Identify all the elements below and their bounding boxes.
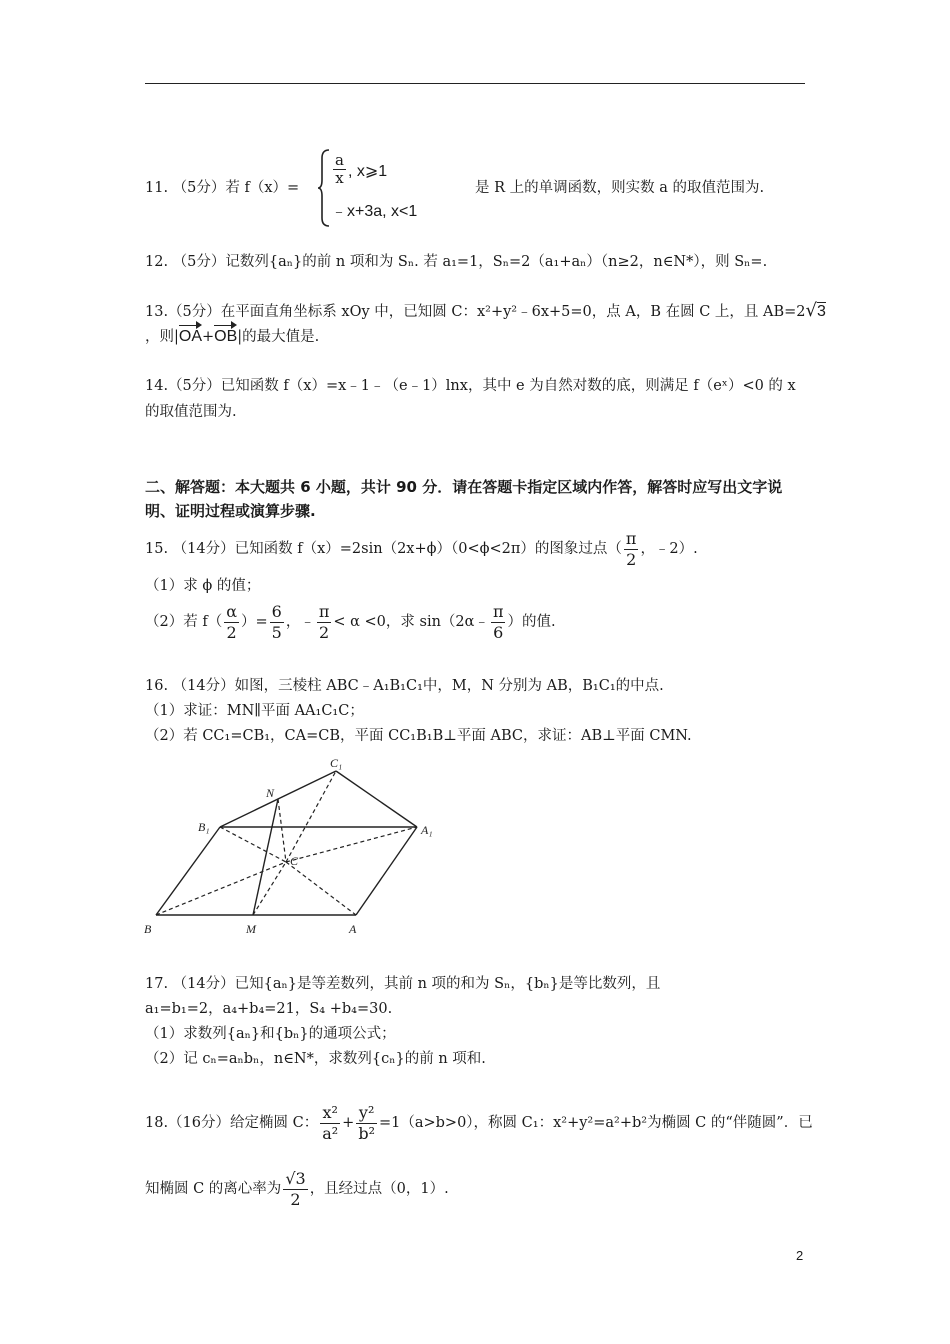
dashed-c-a: [286, 862, 356, 915]
header-rule: [145, 83, 805, 84]
label-b: B: [144, 922, 152, 936]
sqrt-icon: √: [805, 300, 818, 321]
q13-line2-post: |的最大值是.: [237, 329, 320, 345]
q11-fraction: [333, 152, 346, 187]
q18-pre: 18.（16分）给定椭圆 C：: [145, 1115, 319, 1131]
page-number: 2: [796, 1248, 804, 1263]
q15-pi6-num: π: [492, 601, 504, 621]
q15-sub2-pre: （2）若 f（: [145, 614, 223, 630]
q18-x-den: a²: [322, 1123, 339, 1143]
q15-frac: [624, 529, 639, 570]
q11-piece2: ﹣x+3a, x<1: [331, 203, 418, 220]
q18-y-den: b²: [358, 1123, 375, 1143]
q11-frac-den: x: [335, 169, 344, 187]
q18-frac-y: [356, 1103, 377, 1144]
q18-e-num: √3: [285, 1168, 306, 1188]
q15-frac-value: [270, 602, 284, 643]
q15-frac-alpha: [224, 602, 239, 643]
question-18-line1: [145, 1102, 813, 1144]
q15-pi6-den: 6: [493, 622, 504, 642]
dashed-b1-c: [220, 827, 286, 862]
section-2-heading-line1: 二、解答题：本大题共 6 小题，共计 90 分．请在答题卡指定区域内作答，解答时应写出文字说: [145, 478, 783, 496]
q18-x-num: x²: [320, 1103, 340, 1124]
q15-end: ）的值.: [507, 614, 556, 630]
dashed-c-c1: [286, 771, 336, 862]
q15-pre: 15. （14分）已知函数 f（x）=2sin（2x+ϕ）（0<ϕ<2π）的图象过点（: [145, 541, 622, 557]
label-b1: B₁: [198, 820, 210, 834]
edge-a-a1: [356, 827, 417, 915]
q15-alpha-num: α: [226, 601, 238, 621]
q11-prefix: 11. （5分）若 f（x）=: [145, 180, 300, 196]
q13-line1: 13.（5分）在平面直角坐标系 xOy 中，已知圆 C：x²+y²﹣6x+5=0，点 A，B 在圆 C 上，且 AB=2: [145, 304, 806, 320]
q18-frac-e: [283, 1169, 307, 1210]
question-14-line1: 14.（5分）已知函数 f（x）=x﹣1﹣（e﹣1）lnx，其中 e 为自然对数的底，则满足 f（eˣ）<0 的 x: [145, 378, 796, 394]
q18-line2-post: ，且经过点（0，1）.: [309, 1181, 449, 1197]
q18-post: =1（a>b>0），称圆 C₁：x²+y²=a²+b²为椭圆 C 的“伴随圆”．已: [378, 1115, 813, 1131]
q15-mid3: < α <0，求 sin（2α﹣: [333, 614, 489, 630]
q11-suffix: 是 R 上的单调函数，则实数 a 的取值范围为.: [475, 180, 765, 196]
q17-sub1: （1）求数列{aₙ}和{bₙ}的通项公式；: [145, 1026, 396, 1042]
question-18-line2: [145, 1168, 449, 1210]
q18-frac-x: [320, 1103, 340, 1144]
label-c: C: [290, 854, 299, 868]
left-brace-icon: [317, 148, 331, 228]
q15-frac-num: π: [625, 528, 637, 548]
q15-frac-den: 2: [626, 549, 637, 569]
q18-line2-pre: 知椭圆 C 的离心率为: [145, 1181, 282, 1197]
label-n: N: [266, 786, 275, 800]
question-14-line2: 的取值范围为.: [145, 404, 237, 420]
q15-value-den: 5: [271, 622, 282, 642]
q15-frac-pi6: [491, 602, 506, 643]
dashed-c-a1: [286, 827, 417, 862]
section-2-heading-line2: 明、证明过程或演算步骤.: [145, 502, 316, 520]
question-12: 12. （5分）记数列{aₙ}的前 n 项和为 Sₙ. 若 a₁=1，Sₙ=2（a₁+aₙ）（n≥2，n∈N*），则 Sₙ=.: [145, 254, 768, 270]
question-15: [145, 528, 698, 570]
q15-mid2: ，﹣: [285, 614, 315, 630]
q15-sub1: （1）求 ϕ 的值；: [145, 578, 261, 594]
vector-oa: OA: [178, 328, 203, 345]
q15-pi2-den: 2: [319, 622, 330, 642]
question-13-line2: [145, 327, 319, 347]
q18-y-num: y²: [356, 1103, 377, 1124]
q13-line2-pre: ，则|: [145, 329, 179, 345]
q15-value-num: 6: [271, 601, 282, 621]
question-17-line1: 17. （14分）已知{aₙ}是等差数列，其前 n 项的和为 Sₙ，{bₙ}是等比数列，且: [145, 976, 661, 992]
q16-sub1: （1）求证：MN∥平面 AA₁C₁C；: [145, 703, 364, 719]
q15-mid1: ）=: [241, 614, 268, 630]
edge-c1-a1: [336, 771, 417, 827]
vector-ob: OB: [214, 328, 238, 345]
q15-post: ，﹣2）.: [640, 541, 698, 557]
q16-sub2: （2）若 CC₁=CB₁，CA=CB，平面 CC₁B₁B⊥平面 ABC，求证：AB⊥平面 CMN.: [145, 728, 692, 744]
edge-b-b1: [156, 827, 220, 915]
dashed-n-c: [278, 799, 286, 862]
q11-frac-num: a: [335, 151, 344, 169]
q15-pi2-num: π: [318, 601, 330, 621]
q13-sqrt-arg: 3: [817, 303, 826, 320]
q13-plus: +: [202, 329, 215, 345]
q17-sub2: （2）记 cₙ=aₙbₙ，n∈N*，求数列{cₙ}的前 n 项和.: [145, 1051, 486, 1067]
q15-sub2: [145, 601, 556, 643]
question-17-line2: a₁=b₁=2，a₄+b₄=21，S₄ +b₄=30.: [145, 1001, 393, 1017]
q15-frac-pi2: [317, 602, 332, 643]
label-m: M: [246, 922, 256, 936]
q18-plus: +: [342, 1115, 355, 1131]
prism-figure: [140, 755, 450, 940]
label-c1: C₁: [330, 756, 343, 770]
label-a: A: [349, 922, 357, 936]
question-16-line1: 16. （14分）如图，三棱柱 ABC﹣A₁B₁C₁中，M，N 分别为 AB，B₁C₁的中点.: [145, 678, 664, 694]
q18-e-den: 2: [290, 1189, 301, 1209]
label-a1: A₁: [421, 823, 433, 837]
q15-alpha-den: 2: [226, 622, 237, 642]
q11-piece1-cond: , x⩾1: [348, 163, 388, 180]
dashed-m-c: [253, 862, 286, 915]
question-13: [145, 301, 826, 322]
segment-n-m: [253, 799, 278, 915]
